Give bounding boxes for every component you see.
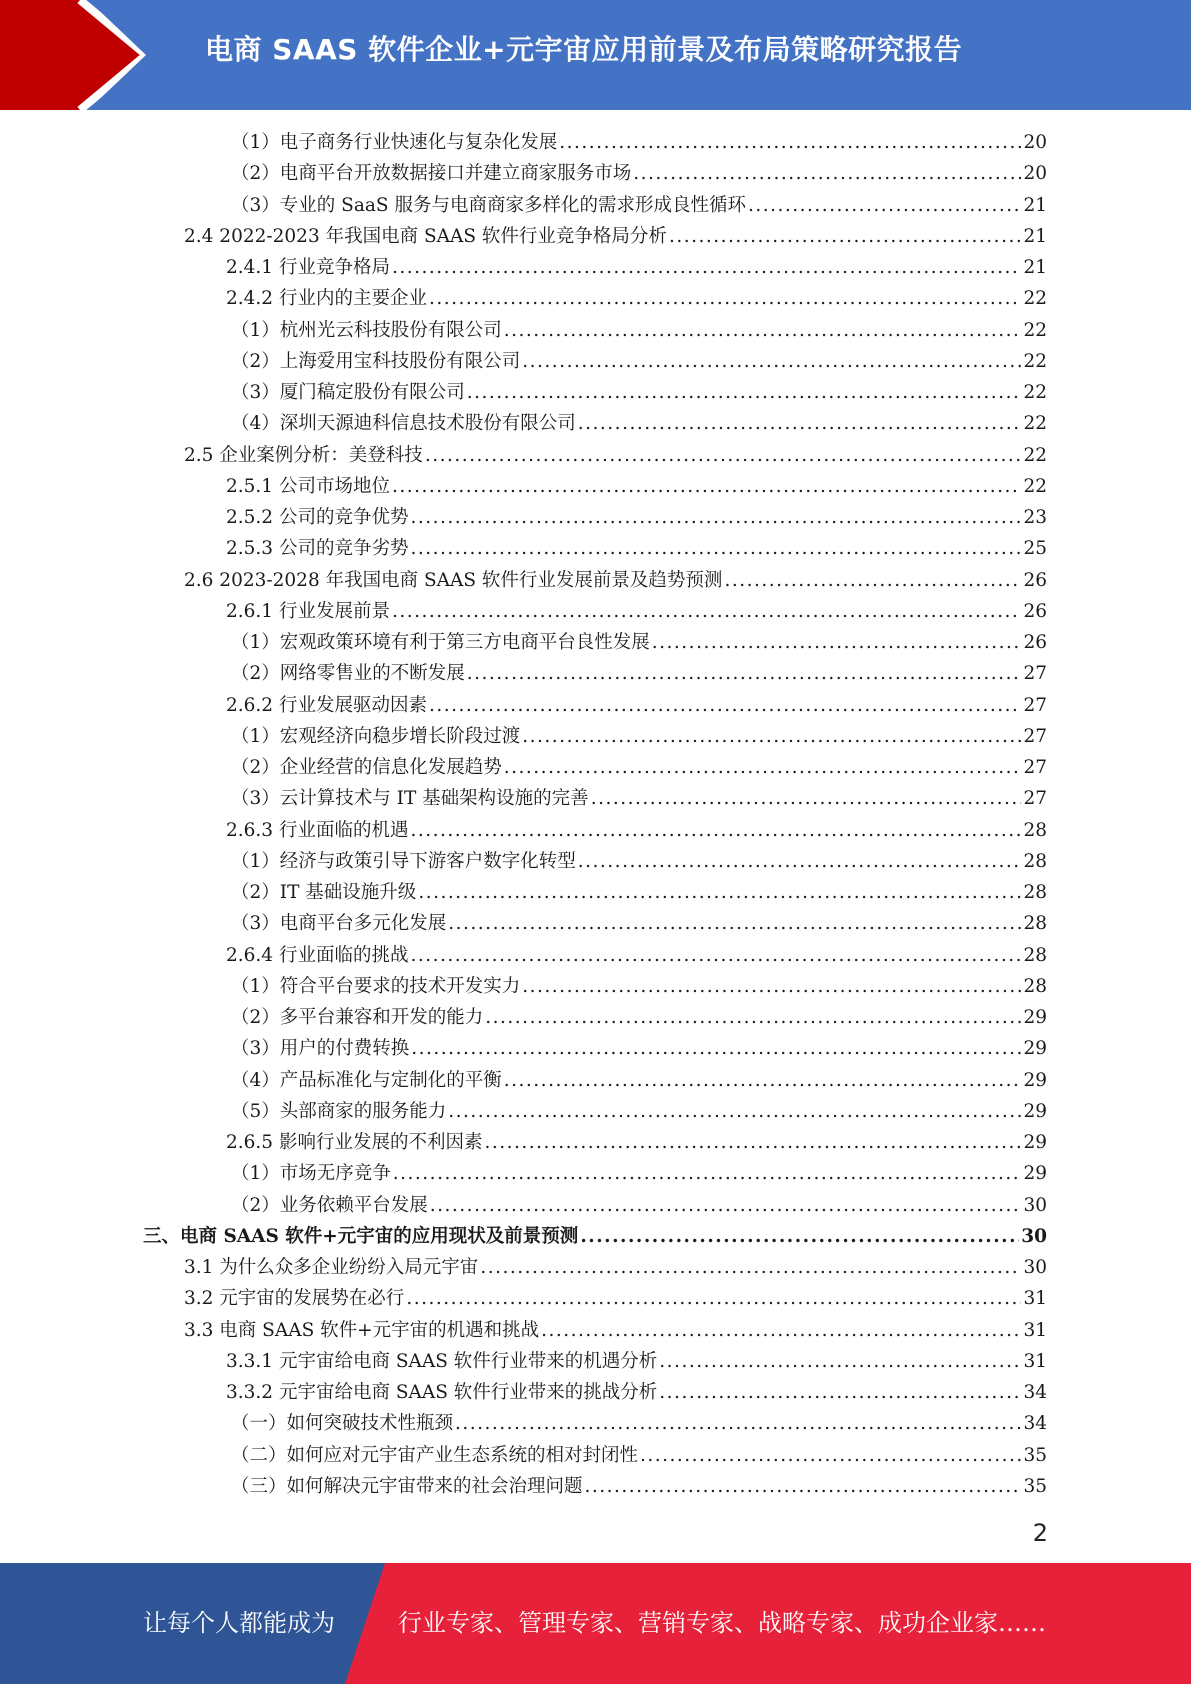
toc-entry[interactable]: [231, 409, 1047, 439]
toc-entry-title: 2.4 2022-2023 年我国电商 SAAS 软件行业竞争格局分析: [184, 225, 667, 247]
toc-dot-leader: [484, 1128, 1021, 1158]
toc-entry[interactable]: [231, 722, 1047, 752]
toc-dot-leader: [467, 659, 1022, 689]
toc-entry-page: 31: [1023, 1319, 1047, 1341]
toc-entry[interactable]: [143, 1222, 1047, 1252]
toc-entry-page: 22: [1023, 288, 1047, 310]
toc-entry-page: 29: [1023, 1069, 1047, 1091]
toc-dot-leader: [455, 1409, 1021, 1439]
toc-dot-leader: [425, 441, 1022, 471]
toc-dot-leader: [633, 159, 1021, 189]
toc-entry-page: 25: [1023, 538, 1047, 560]
toc-entry-page: 22: [1023, 475, 1047, 497]
page-number: 2: [1032, 1519, 1048, 1547]
toc-entry-title: 2.4.2 行业内的主要企业: [226, 288, 427, 310]
toc-entry[interactable]: [226, 1378, 1047, 1408]
toc-entry-page: 22: [1023, 413, 1047, 435]
toc-dot-leader: [578, 847, 1022, 877]
toc-entry-page: 29: [1023, 1132, 1047, 1153]
toc-entry-page: 34: [1023, 1382, 1047, 1403]
toc-entry-page: 27: [1023, 757, 1047, 778]
toc-entry-title: 3.1 为什么众多企业纷纷入局元宇宙: [184, 1257, 479, 1278]
toc-entry-page: 28: [1023, 850, 1047, 872]
toc-entry-page: 20: [1023, 132, 1047, 153]
toc-entry-title: （二）如何应对元宇宙产业生态系统的相对封闭性: [231, 1444, 639, 1466]
toc-dot-leader: [410, 816, 1021, 846]
toc-entry-title: （3）厦门稿定股份有限公司: [231, 382, 465, 403]
toc-entry-page: 34: [1023, 1413, 1047, 1435]
toc-dot-leader: [724, 566, 1021, 596]
toc-entry-title: （1）杭州光云科技股份有限公司: [231, 319, 502, 341]
toc-dot-leader: [410, 503, 1021, 533]
toc-dot-leader: [392, 472, 1021, 502]
toc-entry[interactable]: [231, 1066, 1047, 1096]
toc-entry-title: 2.6.4 行业面临的挑战: [226, 944, 409, 966]
toc-entry-title: 2.5.2 公司的竞争优势: [226, 507, 409, 528]
toc-dot-leader: [406, 1284, 1021, 1314]
toc-dot-leader: [591, 784, 1022, 814]
toc-entry-title: 3.3 电商 SAAS 软件+元宇宙的机遇和挑战: [184, 1319, 540, 1341]
toc-entry[interactable]: [184, 1253, 1047, 1283]
toc-entry-page: 29: [1023, 1007, 1047, 1028]
toc-entry-page: 28: [1023, 975, 1047, 997]
toc-entry-page: 26: [1023, 569, 1047, 591]
toc-entry[interactable]: [231, 1003, 1047, 1033]
toc-entry-title: 3.3.1 元宇宙给电商 SAAS 软件行业带来的机遇分析: [226, 1350, 658, 1372]
toc-dot-leader: [411, 1034, 1021, 1064]
toc-entry-title: 2.5 企业案例分析：美登科技: [184, 444, 423, 466]
toc-dot-leader: [585, 1472, 1022, 1502]
toc-entry-title: 三、电商 SAAS 软件+元宇宙的应用现状及前景预测: [143, 1225, 579, 1247]
toc-entry-page: 30: [1023, 1194, 1047, 1216]
toc-entry-title: 2.4.1 行业竞争格局: [226, 257, 390, 278]
toc-dot-leader: [429, 691, 1021, 721]
toc-entry[interactable]: [226, 472, 1047, 502]
toc-entry-title: 2.5.1 公司市场地位: [226, 475, 390, 497]
toc-dot-leader: [640, 1441, 1021, 1471]
toc-dot-leader: [430, 1191, 1022, 1221]
toc-entry[interactable]: [231, 628, 1047, 658]
toc-entry-title: （5）头部商家的服务能力: [231, 1100, 447, 1122]
toc-entry-page: 35: [1023, 1475, 1047, 1497]
toc-dot-leader: [659, 1347, 1021, 1377]
toc-dot-leader: [504, 1066, 1022, 1096]
toc-dot-leader: [578, 409, 1022, 439]
toc-entry-title: （3）专业的 SaaS 服务与电商商家多样化的需求形成良性循环: [231, 194, 746, 216]
toc-entry-page: 28: [1023, 944, 1047, 966]
toc-entry-page: 27: [1023, 694, 1047, 716]
toc-entry[interactable]: [184, 222, 1047, 252]
toc-dot-leader: [659, 1378, 1021, 1408]
toc-entry-page: 22: [1023, 350, 1047, 372]
toc-dot-leader: [418, 878, 1021, 908]
toc-entry[interactable]: [184, 566, 1047, 596]
page-header: [0, 0, 1191, 110]
toc-entry-page: 29: [1023, 1163, 1047, 1185]
toc-entry[interactable]: [231, 159, 1047, 189]
toc-dot-leader: [652, 628, 1022, 658]
toc-entry-page: 21: [1023, 257, 1047, 278]
toc-entry-title: （2）上海爱用宝科技股份有限公司: [231, 350, 521, 372]
toc-entry[interactable]: [231, 1441, 1047, 1471]
toc-entry-page: 21: [1023, 194, 1047, 216]
toc-dot-leader: [410, 941, 1021, 971]
toc-entry-page: 26: [1023, 632, 1047, 653]
toc-entry-title: 2.6.1 行业发展前景: [226, 600, 390, 622]
footer-slogan-left: 让每个人都能成为: [143, 1609, 335, 1637]
toc-entry-page: 31: [1023, 1288, 1047, 1310]
toc-dot-leader: [559, 128, 1021, 158]
toc-entry-title: 3.2 元宇宙的发展势在必行: [184, 1288, 405, 1310]
toc-entry[interactable]: [226, 691, 1047, 721]
toc-entry[interactable]: [231, 1097, 1047, 1127]
toc-entry[interactable]: [231, 878, 1047, 908]
toc-dot-leader: [541, 1316, 1021, 1346]
toc-entry-page: 20: [1023, 163, 1047, 185]
footer-slogan-right: 行业专家、管理专家、营销专家、战略专家、成功企业家……: [398, 1609, 1046, 1637]
toc-dot-leader: [429, 284, 1021, 314]
toc-entry-title: （2）企业经营的信息化发展趋势: [231, 757, 502, 778]
toc-dot-leader: [410, 534, 1021, 564]
report-title: 电商 SAAS 软件企业+元宇宙应用前景及布局策略研究报告: [205, 33, 963, 66]
toc-entry[interactable]: [226, 284, 1047, 314]
toc-dot-leader: [669, 222, 1022, 252]
toc-dot-leader: [480, 1253, 1021, 1283]
toc-entry[interactable]: [231, 191, 1047, 221]
toc-entry[interactable]: [231, 128, 1047, 158]
toc-entry[interactable]: [231, 909, 1047, 939]
toc-entry[interactable]: [184, 441, 1047, 471]
toc-entry-title: （2）IT 基础设施升级: [231, 882, 417, 903]
toc-dot-leader: [393, 1159, 1022, 1189]
toc-entry[interactable]: [231, 378, 1047, 408]
toc-entry[interactable]: [226, 534, 1047, 564]
toc-entry-page: 35: [1023, 1444, 1047, 1466]
toc-entry[interactable]: [231, 1159, 1047, 1189]
toc-entry[interactable]: [231, 784, 1047, 814]
toc-entry-title: （一）如何突破技术性瓶颈: [231, 1413, 454, 1435]
toc-entry-page: 29: [1023, 1038, 1047, 1060]
toc-entry-title: （3）云计算技术与 IT 基础架构设施的完善: [231, 788, 589, 810]
toc-entry-page: 22: [1023, 382, 1047, 403]
toc-entry-page: 27: [1023, 725, 1047, 747]
toc-entry-title: 2.5.3 公司的竞争劣势: [226, 538, 409, 560]
toc-entry-title: （1）经济与政策引导下游客户数字化转型: [231, 850, 576, 872]
toc-dot-leader: [580, 1222, 1019, 1252]
toc-entry[interactable]: [231, 316, 1047, 346]
toc-entry-title: （2）网络零售业的不断发展: [231, 663, 465, 685]
toc-entry-page: 22: [1023, 319, 1047, 341]
toc-dot-leader: [392, 597, 1021, 627]
toc-entry-title: （1）电子商务行业快速化与复杂化发展: [231, 132, 558, 153]
toc-entry[interactable]: [226, 941, 1047, 971]
toc-entry-page: 28: [1023, 913, 1047, 935]
toc-entry-page: 30: [1023, 1257, 1047, 1278]
toc-entry[interactable]: [231, 1191, 1047, 1221]
toc-entry-title: 2.6 2023-2028 年我国电商 SAAS 软件行业发展前景及趋势预测: [184, 569, 723, 591]
toc-entry-title: （1）符合平台要求的技术开发实力: [231, 975, 521, 997]
toc-entry[interactable]: [226, 1347, 1047, 1377]
toc-entry-title: （1）宏观政策环境有利于第三方电商平台良性发展: [231, 632, 650, 653]
toc-entry-title: 2.6.5 影响行业发展的不利因素: [226, 1132, 483, 1153]
toc-entry-page: 28: [1023, 819, 1047, 841]
toc-entry-title: （2）多平台兼容和开发的能力: [231, 1007, 484, 1028]
toc-entry-title: 3.3.2 元宇宙给电商 SAAS 软件行业带来的挑战分析: [226, 1382, 658, 1403]
page-footer: [0, 1563, 1191, 1684]
toc-dot-leader: [522, 722, 1021, 752]
toc-entry-page: 23: [1023, 507, 1047, 528]
toc-entry[interactable]: [226, 597, 1047, 627]
toc-entry-title: （2）业务依赖平台发展: [231, 1194, 428, 1216]
toc-entry[interactable]: [184, 1316, 1047, 1346]
toc-dot-leader: [448, 1097, 1021, 1127]
toc-entry-title: （2）电商平台开放数据接口并建立商家服务市场: [231, 163, 632, 185]
toc-entry[interactable]: [231, 847, 1047, 877]
toc-dot-leader: [522, 972, 1021, 1002]
toc-entry[interactable]: [226, 503, 1047, 533]
toc-entry-title: 2.6.3 行业面临的机遇: [226, 819, 409, 841]
toc-entry[interactable]: [231, 659, 1047, 689]
toc-dot-leader: [748, 191, 1022, 221]
toc-entry[interactable]: [231, 1472, 1047, 1502]
toc-entry-page: 28: [1023, 882, 1047, 903]
toc-entry-page: 22: [1023, 444, 1047, 466]
toc-entry-title: （4）深圳天源迪科信息技术股份有限公司: [231, 413, 576, 435]
toc-entry[interactable]: [184, 1284, 1047, 1314]
toc-entry-page: 29: [1023, 1100, 1047, 1122]
toc-entry[interactable]: [231, 1034, 1047, 1064]
toc-entry[interactable]: [231, 753, 1047, 783]
toc-dot-leader: [448, 909, 1021, 939]
toc-dot-leader: [504, 316, 1022, 346]
toc-entry-title: （三）如何解决元宇宙带来的社会治理问题: [231, 1475, 583, 1497]
toc-dot-leader: [392, 253, 1021, 283]
toc-dot-leader: [467, 378, 1022, 408]
toc-entry-page: 27: [1023, 788, 1047, 810]
toc-entry[interactable]: [226, 253, 1047, 283]
toc-entry-page: 21: [1023, 225, 1047, 247]
toc-entry-title: （3）用户的付费转换: [231, 1038, 410, 1060]
toc-dot-leader: [522, 347, 1021, 377]
toc-entry[interactable]: [231, 1409, 1047, 1439]
toc-entry-page: 30: [1021, 1225, 1047, 1247]
toc-entry-page: 31: [1023, 1350, 1047, 1372]
toc-entry-title: （1）市场无序竞争: [231, 1163, 391, 1185]
toc-entry[interactable]: [226, 1128, 1047, 1158]
toc-dot-leader: [504, 753, 1022, 783]
toc-entry[interactable]: [231, 972, 1047, 1002]
toc-entry-title: 2.6.2 行业发展驱动因素: [226, 694, 427, 716]
toc-entry-title: （4）产品标准化与定制化的平衡: [231, 1069, 502, 1091]
toc-entry-page: 26: [1023, 600, 1047, 622]
toc-dot-leader: [485, 1003, 1021, 1033]
toc-entry-page: 27: [1023, 663, 1047, 685]
toc-entry[interactable]: [231, 347, 1047, 377]
toc-entry-title: （3）电商平台多元化发展: [231, 913, 447, 935]
toc-entry-title: （1）宏观经济向稳步增长阶段过渡: [231, 725, 521, 747]
toc-entry[interactable]: [226, 816, 1047, 846]
